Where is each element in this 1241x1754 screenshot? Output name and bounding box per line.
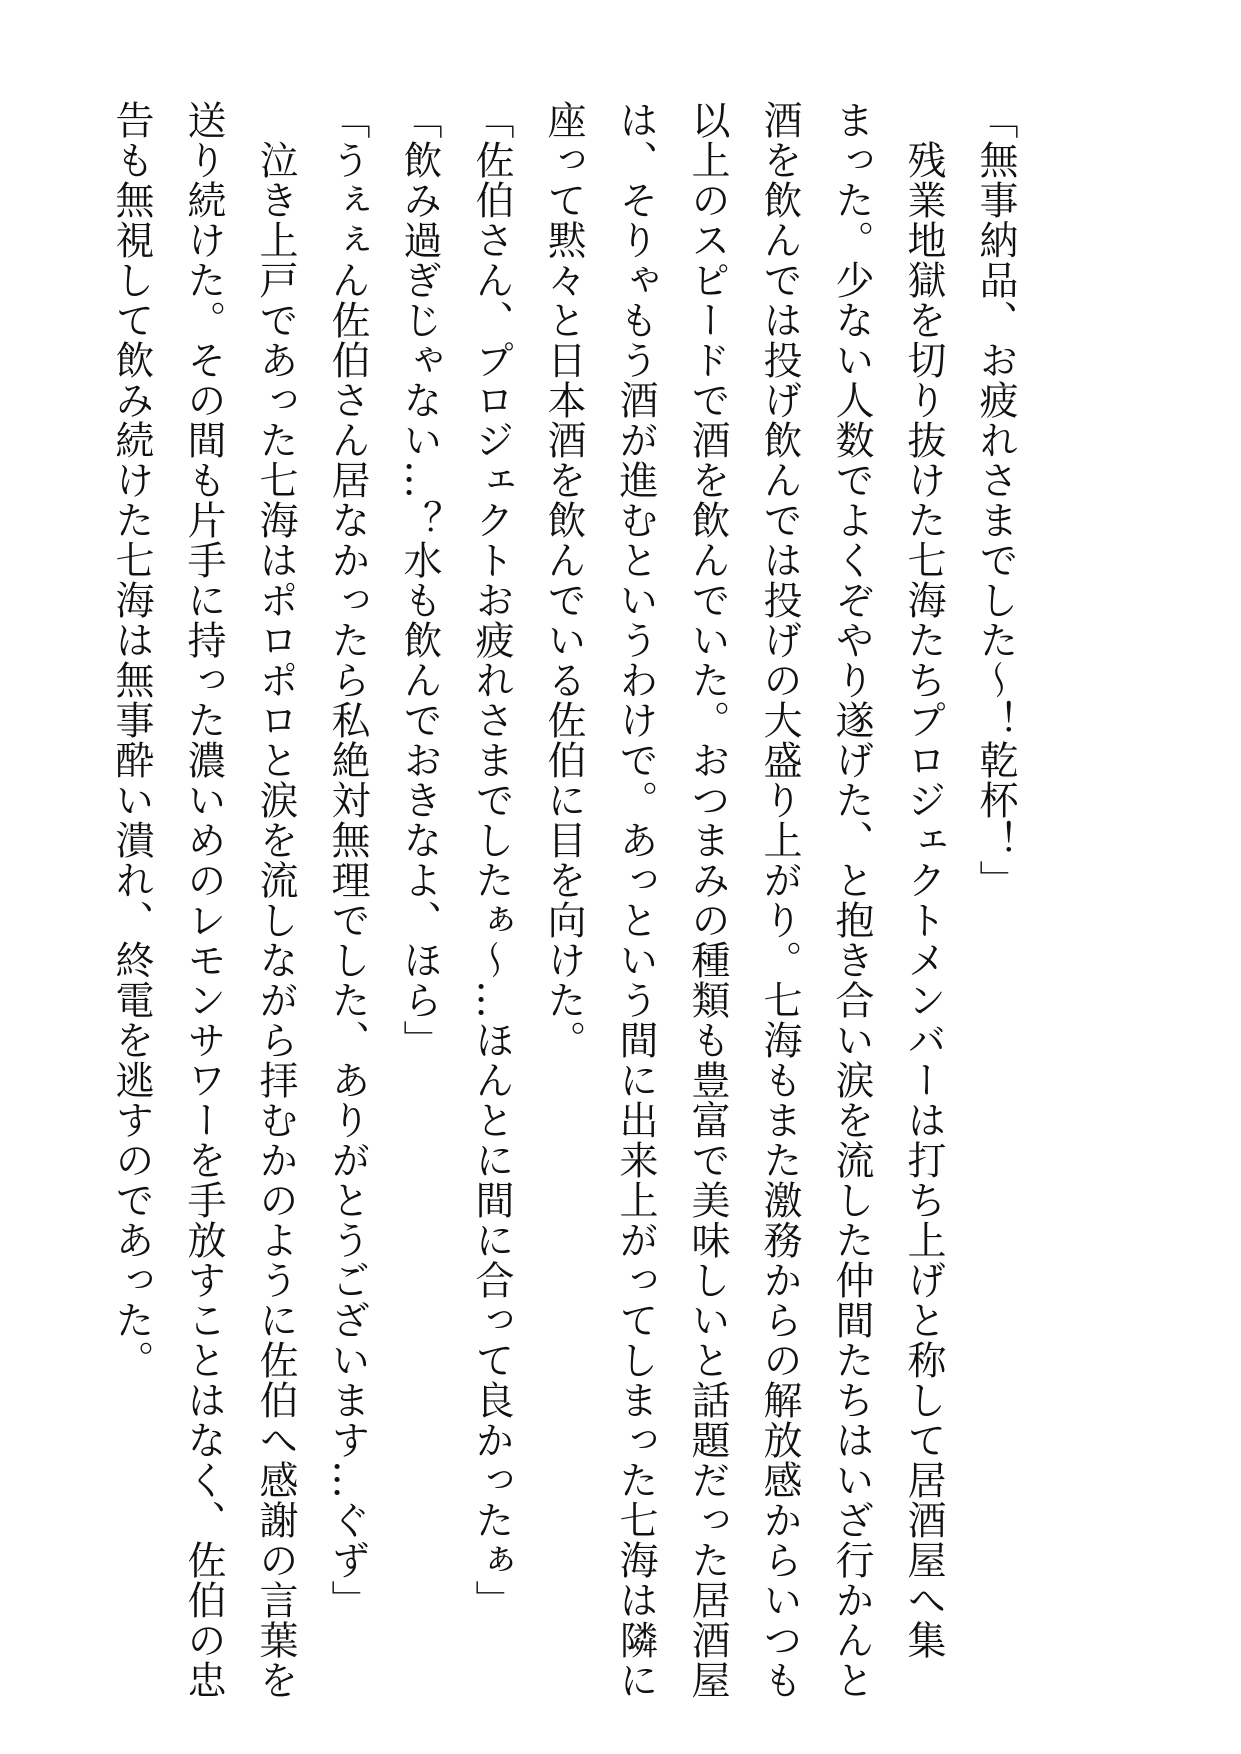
text-line: 告も無視して飲み続けた七海は無事酔い潰れ、終電を逃すのであった。 [109,100,154,1380]
text-line: 以上のスピードで酒を飲んでいた。おつまみの種類も豊富で美味しいと話題だった居酒屋 [685,100,730,1700]
text-line: 酒を飲んでは投げ飲んでは投げの大盛り上がり。七海もまた激務からの解放感からいつも [757,100,802,1700]
text-line: 座って黙々と日本酒を飲んでいる佐伯に目を向けた。 [541,100,586,1060]
text-line: 泣き上戸であった七海はポロポロと涙を流しながら拝むかのように佐伯へ感謝の言葉を [253,100,298,1700]
text-line: 「うぇぇん佐伯さん居なかったら私絶対無理でした、ありがとうございます…ぐず」 [325,100,370,1620]
vertical-text-body [95,100,1031,1700]
text-line: 残業地獄を切り抜けた七海たちプロジェクトメンバーは打ち上げと称して居酒屋へ集 [901,100,946,1660]
text-line: 「佐伯さん、プロジェクトお疲れさまでしたぁ～…ほんとに間に合って良かったぁ」 [469,100,514,1620]
text-line: 送り続けた。その間も片手に持った濃いめのレモンサワーを手放すことはなく、佐伯の忠 [181,100,226,1700]
text-line: は、そりゃもう酒が進むというわけで。あっという間に出来上がってしまった七海は隣に [613,100,658,1700]
text-line: 「飲み過ぎじゃない…？水も飲んでおきなよ、ほら」 [397,100,442,1060]
text-line: 「無事納品、お疲れさまでした～！乾杯！」 [973,100,1018,900]
text-line: まった。少ない人数でよくぞやり遂げた、と抱き合い涙を流した仲間たちはいざ行かんと [829,100,874,1700]
